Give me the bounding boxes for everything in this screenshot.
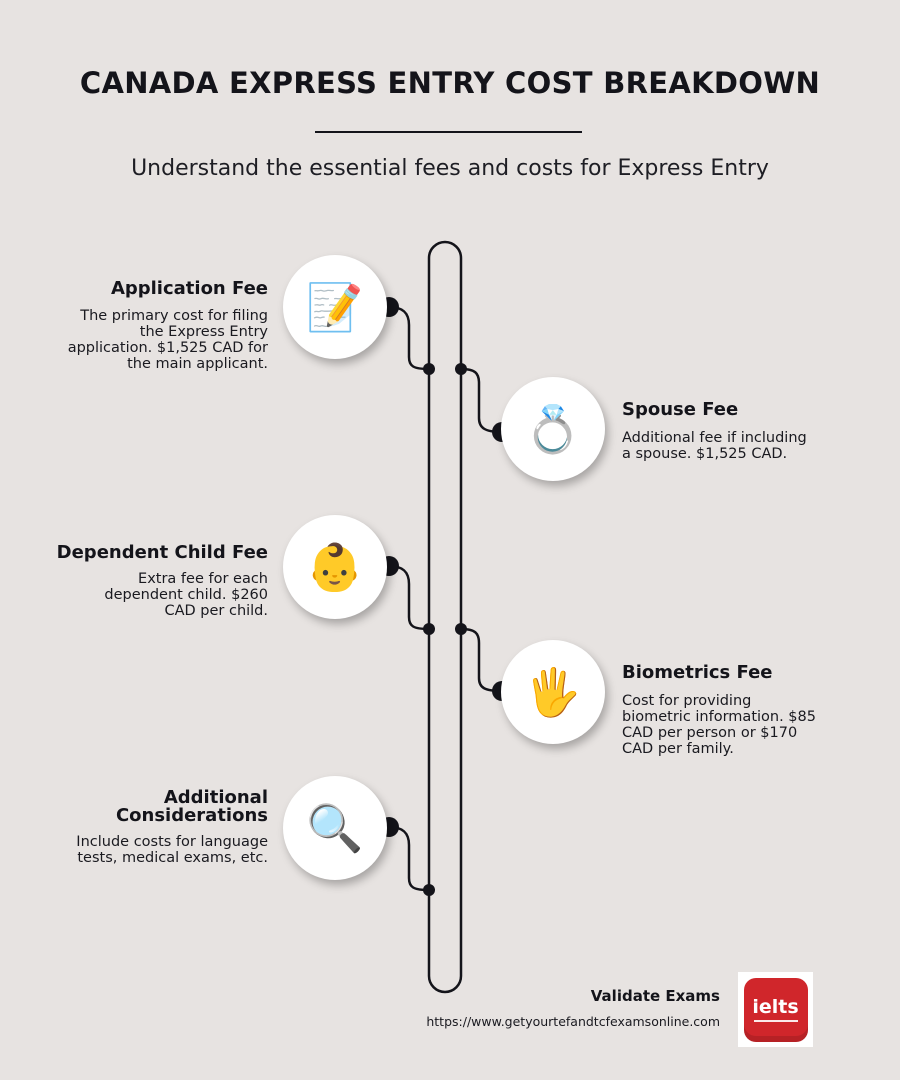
ielts-logo-text: ielts (752, 996, 799, 1018)
step-title-additional-considerations (116, 789, 268, 825)
desc-line: The primary cost for filing (80, 308, 268, 324)
step-title-application-fee: Application Fee (110, 278, 268, 299)
step-desc-additional-considerations (76, 834, 268, 866)
desc-line: CAD per child. (164, 603, 268, 619)
desc-line: dependent child. $260 (104, 587, 268, 603)
step-desc-spouse-fee (622, 430, 807, 462)
baby-icon: 👶 (283, 515, 387, 619)
connector-biometrics-fee (461, 629, 502, 691)
memo-icon: 📝 (283, 255, 387, 359)
desc-line: the main applicant. (127, 356, 268, 372)
brand-name: Validate Exams (590, 987, 720, 1005)
page-title: CANADA EXPRESS ENTRY COST BREAKDOWN (79, 66, 821, 100)
desc-line: CAD per person or $170 (622, 725, 798, 741)
desc-line: Additional fee if including (622, 430, 807, 446)
node-application-fee-track (423, 363, 435, 375)
title-line: Considerations (115, 805, 268, 826)
desc-line: a spouse. $1,525 CAD. (622, 446, 788, 462)
step-desc-biometrics-fee (622, 693, 816, 757)
connector-dependent-child-fee (389, 566, 429, 629)
ring-icon: 💍 (501, 377, 605, 481)
title-line: Additional (163, 787, 268, 808)
ielts-logo-underline (754, 1020, 798, 1022)
brand-url[interactable]: https://www.getyourtefandtcfexamsonline.com (426, 1014, 720, 1029)
node-dependent-child-fee-track (423, 623, 435, 635)
desc-line: Extra fee for each (138, 571, 268, 587)
node-biometrics-fee-track (455, 623, 467, 635)
desc-line: CAD per family. (622, 741, 734, 757)
step-title-dependent-child-fee: Dependent Child Fee (56, 542, 268, 563)
step-title-spouse-fee: Spouse Fee (622, 399, 739, 420)
node-spouse-fee-track (455, 363, 467, 375)
timeline-track (429, 242, 461, 992)
node-additional-considerations-track (423, 884, 435, 896)
page-subtitle: Understand the essential fees and costs for Express Entry (131, 156, 769, 181)
desc-line: Cost for providing (622, 693, 752, 709)
step-desc-application-fee (68, 308, 268, 372)
desc-line: the Express Entry (139, 324, 268, 340)
step-desc-dependent-child-fee (104, 571, 268, 619)
connector-application-fee (389, 307, 429, 369)
desc-line: Include costs for language (76, 834, 268, 850)
connector-spouse-fee (461, 369, 502, 432)
connector-additional-considerations (389, 827, 429, 890)
raised-hand-icon: 🖐 (501, 640, 605, 744)
step-title-biometrics-fee: Biometrics Fee (622, 662, 773, 683)
desc-line: application. $1,525 CAD for (67, 340, 268, 356)
ielts-logo-badge (744, 978, 808, 1042)
magnifier-icon: 🔍 (283, 776, 387, 880)
desc-line: biometric information. $85 (622, 709, 816, 725)
desc-line: tests, medical exams, etc. (77, 850, 268, 866)
ielts-logo (738, 972, 813, 1047)
